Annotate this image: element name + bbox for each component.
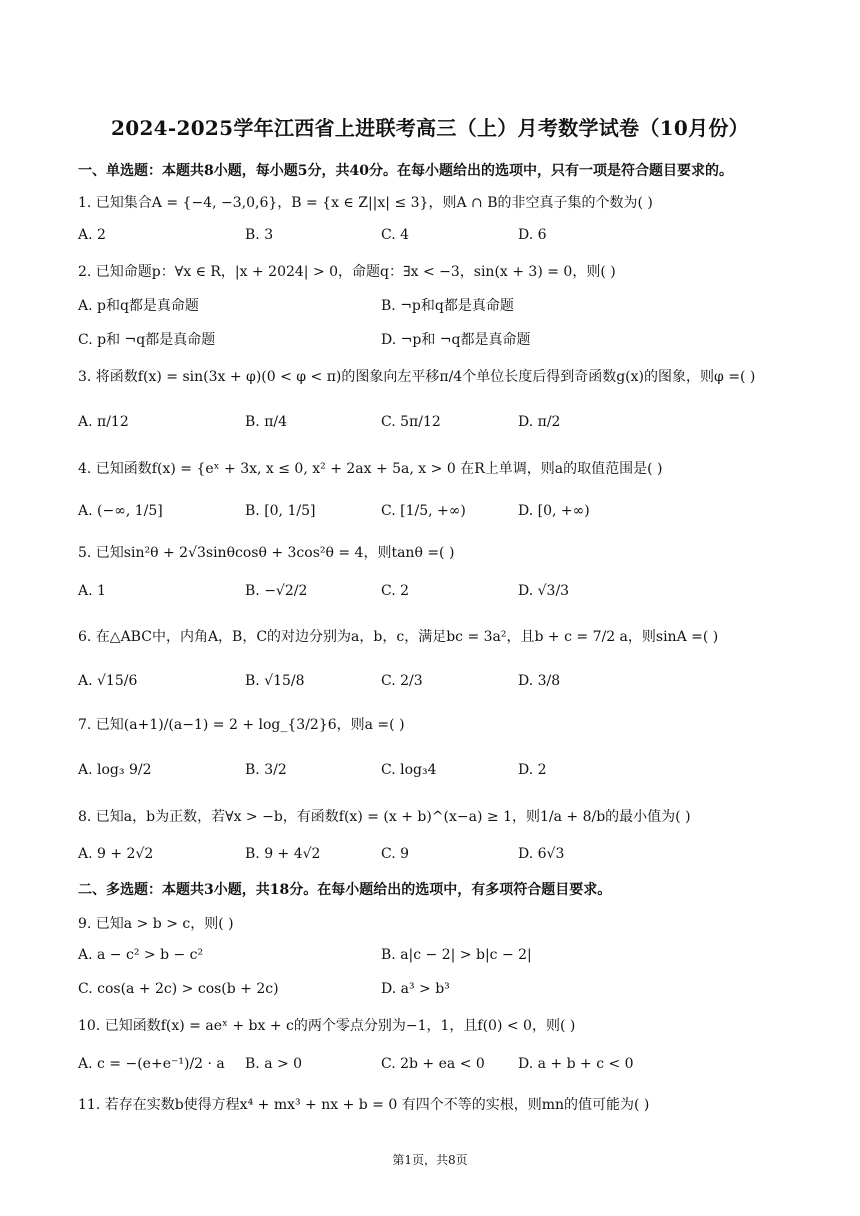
question-2-option-d: D. ¬p和 ¬q都是真命题 bbox=[381, 332, 531, 348]
question-5-option-a: A. 1 bbox=[78, 583, 106, 599]
question-9-option-a: A. a − c² > b − c² bbox=[78, 947, 204, 963]
question-7-option-c: C. log₃4 bbox=[381, 762, 437, 778]
question-1-option-a: A. 2 bbox=[78, 227, 106, 243]
question-2-stem: 2. 已知命题p：∀x ∈ R，|x + 2024| > 0，命题q：∃x < −3，sin(x + 3) = 0，则( ) bbox=[78, 264, 616, 280]
question-2-option-b: B. ¬p和q都是真命题 bbox=[381, 298, 514, 314]
question-3-stem: 3. 将函数f(x) = sin(3x + φ)(0 < φ < π)的图象向左平移π/4个单位长度后得到奇函数g(x)的图象，则φ =( ) bbox=[78, 369, 756, 385]
question-3-option-c: C. 5π/12 bbox=[381, 414, 441, 430]
question-2-option-c: C. p和 ¬q都是真命题 bbox=[78, 332, 216, 348]
question-5-option-c: C. 2 bbox=[381, 583, 410, 599]
question-1-option-c: C. 4 bbox=[381, 227, 410, 243]
question-8-option-a: A. 9 + 2√2 bbox=[78, 846, 154, 862]
question-4-option-c: C. [1/5, +∞) bbox=[381, 503, 466, 519]
question-1-option-d: D. 6 bbox=[518, 227, 547, 243]
question-7-option-d: D. 2 bbox=[518, 762, 547, 778]
page-title: 2024-2025学年江西省上进联考高三（上）月考数学试卷（10月份） bbox=[111, 116, 749, 140]
question-10-option-b: B. a > 0 bbox=[245, 1056, 303, 1072]
question-11-stem: 11. 若存在实数b使得方程x⁴ + mx³ + nx + b = 0 有四个不等的实根，则mn的值可能为( ) bbox=[78, 1097, 650, 1113]
question-9-option-b: B. a|c − 2| > b|c − 2| bbox=[381, 947, 532, 963]
question-9-option-d: D. a³ > b³ bbox=[381, 981, 450, 997]
question-5-option-d: D. √3/3 bbox=[518, 583, 570, 599]
question-8-stem: 8. 已知a，b为正数，若∀x > −b，有函数f(x) = (x + b)^(x−a) ≥ 1，则1/a + 8/b的最小值为( ) bbox=[78, 809, 691, 825]
question-6-option-c: C. 2/3 bbox=[381, 673, 423, 689]
question-9-option-c: C. cos(a + 2c) > cos(b + 2c) bbox=[78, 981, 279, 997]
question-4-option-b: B. [0, 1/5] bbox=[245, 503, 316, 519]
question-3-option-d: D. π/2 bbox=[518, 414, 561, 430]
question-8-option-d: D. 6√3 bbox=[518, 846, 565, 862]
question-10-stem: 10. 已知函数f(x) = aeˣ + bx + c的两个零点分别为−1，1，且f(0) < 0，则( ) bbox=[78, 1018, 576, 1034]
question-8-option-c: C. 9 bbox=[381, 846, 410, 862]
page-footer: 第1页，共8页 bbox=[392, 1153, 468, 1167]
question-6-option-d: D. 3/8 bbox=[518, 673, 561, 689]
question-1-stem: 1. 已知集合A = {−4, −3,0,6}，B = {x ∈ Z||x| ≤ 3}，则A ∩ B的非空真子集的个数为( ) bbox=[78, 195, 653, 211]
question-6-stem: 6. 在△ABC中，内角A，B，C的对边分别为a，b，c，满足bc = 3a²，且b + c = 7/2 a，则sinA =( ) bbox=[78, 629, 719, 645]
question-1-option-b: B. 3 bbox=[245, 227, 274, 243]
question-4-option-d: D. [0, +∞) bbox=[518, 503, 590, 519]
section-heading-multi-choice: 二、多选题：本题共3小题，共18分。在每小题给出的选项中，有多项符合题目要求。 bbox=[78, 882, 612, 898]
question-3-option-b: B. π/4 bbox=[245, 414, 288, 430]
question-7-option-a: A. log₃ 9/2 bbox=[78, 762, 152, 778]
question-5-option-b: B. −√2/2 bbox=[245, 583, 308, 599]
question-10-option-a: A. c = −(e+e⁻¹)/2 · a bbox=[78, 1056, 225, 1072]
section-heading-single-choice: 一、单选题：本题共8小题，每小题5分，共40分。在每小题给出的选项中，只有一项是符合题目要求的。 bbox=[78, 163, 733, 179]
question-4-option-a: A. (−∞, 1/5] bbox=[78, 503, 163, 519]
question-3-option-a: A. π/12 bbox=[78, 414, 129, 430]
question-6-option-b: B. √15/8 bbox=[245, 673, 305, 689]
question-10-option-d: D. a + b + c < 0 bbox=[518, 1056, 634, 1072]
question-5-stem: 5. 已知sin²θ + 2√3sinθcosθ + 3cos²θ = 4，则tanθ =( ) bbox=[78, 545, 455, 561]
question-9-stem: 9. 已知a > b > c，则( ) bbox=[78, 916, 234, 932]
question-8-option-b: B. 9 + 4√2 bbox=[245, 846, 321, 862]
question-7-option-b: B. 3/2 bbox=[245, 762, 287, 778]
question-2-option-a: A. p和q都是真命题 bbox=[78, 298, 199, 314]
question-7-stem: 7. 已知(a+1)/(a−1) = 2 + log_{3/2}6，则a =( ) bbox=[78, 717, 405, 733]
question-10-option-c: C. 2b + ea < 0 bbox=[381, 1056, 485, 1072]
question-6-option-a: A. √15/6 bbox=[78, 673, 138, 689]
question-4-stem: 4. 已知函数f(x) = {eˣ + 3x, x ≤ 0, x² + 2ax + 5a, x > 0 在R上单调，则a的取值范围是( ) bbox=[78, 461, 663, 477]
